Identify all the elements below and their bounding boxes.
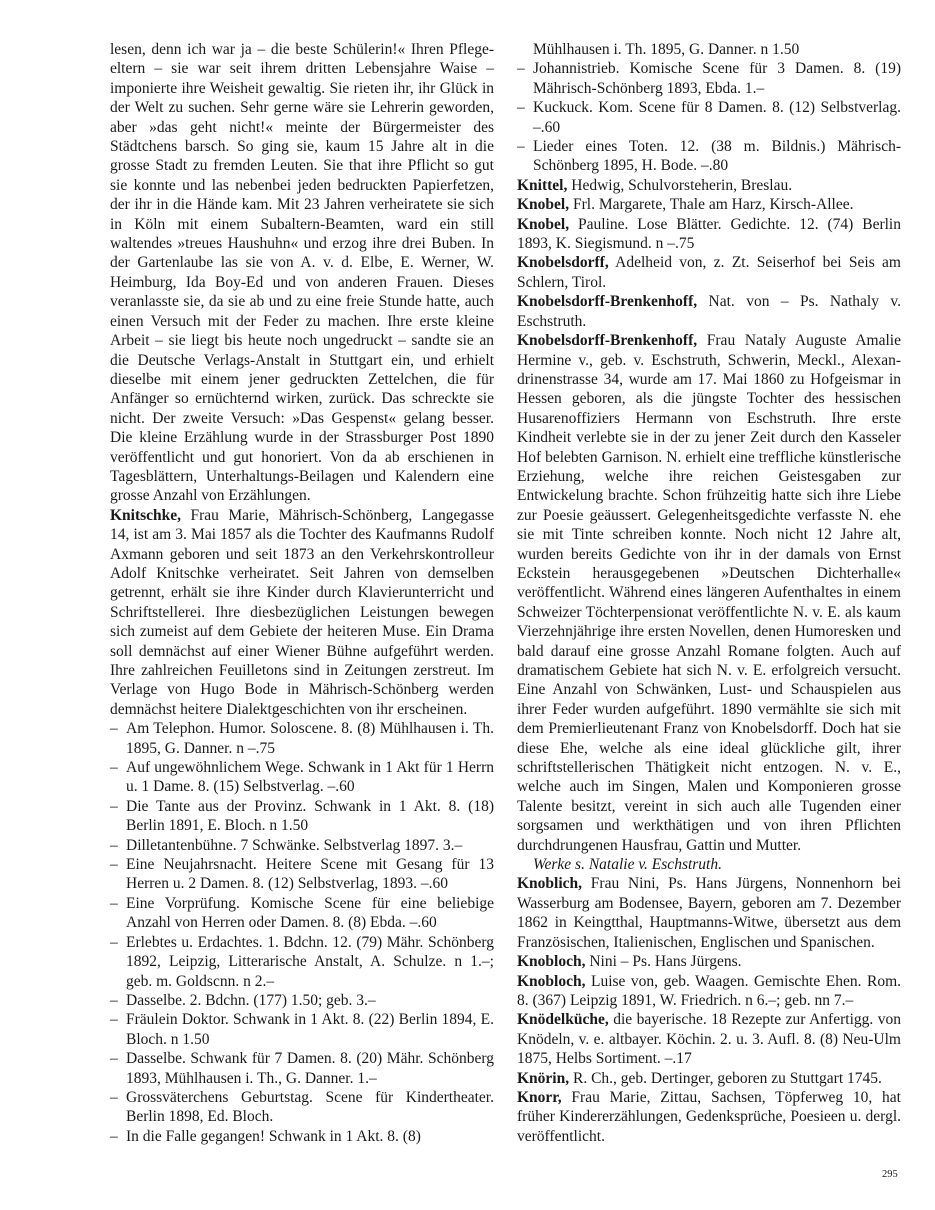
intro-paragraph: lesen, denn ich war ja – die beste Schülerin!« Ihren Pflegeeltern – sie war seit ihrem dritten Lebensjahre Waise – imponierte ihre Weisheit gewaltig. Sie rieten ihr, ihr Glück in der Welt zu suchen. Sehr gerne wäre sie Lehrerin geworden, aber »das geht nicht!« meinte der Bürgermeister des Städtchens barsch. So ging sie, kaum 15 Jahre alt in die grosse Stadt zu fremden Leuten. Sie that ihre Pflicht so gut sie konnte und las nebenbei jeden bedruckten Papierfetzen, der ihr in die Hände kam. Mit 23 Jahren verheiratete sie sich in Köln mit einem Subaltern-Beamten, ward ein still waltendes »treues Haushuhn« und erzog ihre drei Buben. In der Gartenlaube las sie von A. v. d. Elbe, E. Werner, W. Heimburg, Ida Boy-Ed und von anderen Frauen. Dieses veranlasste sie, da sie ab und zu eine freie Stunde hatte, auch einen Versuch mit der Feder zu machen. Ihre erste kleine Arbeit – sie liegt bis heute noch ungedruckt – sandte sie an die Deutsche Verlags-Anstalt in Stuttgart ein, und erhielt dieselbe mit einem jener gedruckten Zettelchen, die für Anfänger so ernüchternd wirken, zurück. Das schreckte sie nicht. Der zweite Versuch: »Das Gespenst« gelang besser. Die kleine Erzählung wurde in der Strassburger Post 1890 veröffentlicht und gut honoriert. Von da ab erschienen in Tagesblättern, Unterhaltungs-Beilagen und Kalendern eine grosse Anzahl von Erzählungen. [110,41,494,505]
entry-text: Hedwig, Schulvorsteherin, Breslau. [567,176,793,194]
work-text: Dasselbe. Schwank für 7 Damen. 8. (20) Mähr. Schönberg 1893, Mühlhausen i. Th., G. Danner. 1.– [126,1050,494,1087]
entry-headword: Knobelsdorff-Brenkenhoff, [517,293,698,311]
entry-headword: Knödelküche, [517,1011,609,1029]
entry-text: R. Ch., geb. Dertinger, geboren zu Stuttgart 1745. [569,1069,882,1087]
entry-headword: Knobloch, [517,953,586,971]
work-item: – Auf ungewöhnlichem Wege. Schwank in 1 Akt für 1 Herrn u. 1 Dame. 8. (15) Selbstverlag. –.60 [110,759,494,796]
work-item: – Lieder eines Toten. 12. (38 m. Bildnis.) Mährisch-Schönberg 1895, H. Bode. –.80 [517,138,901,175]
work-item: – Dilletantenbühne. 7 Schwänke. Selbstverlag 1897. 3.– [110,836,463,854]
work-text: Johannistrieb. Komische Scene für 3 Damen. 8. (19) Mährisch-Schönberg 1893, Ebda. 1.– [533,60,901,97]
work-item: – Grossväterchens Geburtstag. Scene für Kindertheater. Berlin 1898, Ed. Bloch. [110,1088,494,1126]
entry-text: Frau Nini, Ps. Hans Jürgens, Nonnenhorn bei Wasserburg am Bodensee, Bayern, geboren am 7. Dezember 1862 in Keingtthal, Hauptmanns-Witwe, übersetzt aus dem Französischen, Italienischen, Englischen und Spanischen. [517,875,901,951]
entry-headword: Knorr, [517,1088,562,1106]
work-item: – Dasselbe. 2. Bdchn. (177) 1.50; geb. 3.– [110,991,376,1009]
work-item: – Johannistrieb. Komische Scene für 3 Damen. 8. (19) Mährisch-Schönberg 1893, Ebda. 1.– [517,60,901,97]
entry-text: Nini – Ps. Hans Jürgens. [585,953,742,971]
work-item: – Dasselbe. Schwank für 7 Damen. 8. (20) Mähr. Schönberg 1893, Mühlhausen i. Th., G. Danner. 1.– [110,1050,494,1087]
work-item: – Kuckuck. Kom. Scene für 8 Damen. 8. (12) Selbstverlag. –.60 [517,99,901,136]
entry-text: Frau Marie, Zittau, Sachsen, Töpferweg 10, hat früher Kindererzählungen, Gedenksprüche, Poesieen u. dergl. veröffentlicht. [517,1088,901,1145]
entry-headword: Knitschke, [110,506,182,524]
right-column [517,40,901,1146]
entry [517,215,901,254]
work-item: – Am Telephon. Humor. Soloscene. 8. (8) Mühlhausen i. Th. 1895, G. Danner. n –.75 [110,720,494,757]
entry [517,253,901,292]
entry-headword: Knörin, [517,1069,570,1087]
work-item: – Erlebtes u. Erdachtes. 1. Bdchn. 12. (79) Mähr. Schönberg 1892, Leipzig, Litterarische Anstalt, A. Schulze. n 1.–; geb. m. Goldscnn. n 2.– [110,933,494,990]
entry-knitschke [110,506,494,719]
work-text: Am Telephon. Humor. Soloscene. 8. (8) Mühlhausen i. Th. 1895, G. Danner. n –.75 [126,720,494,757]
entry [517,195,901,214]
entry-text: Luise von, geb. Waagen. Gemischte Ehen. Rom. 8. (367) Leipzig 1891, W. Friedrich. n 6.–; geb. nn 7.– [517,972,901,1009]
page-number: 295 [882,1169,898,1180]
entry [517,952,901,971]
work-text: Dilletantenbühne. 7 Schwänke. Selbstverlag 1897. 3.– [126,836,463,854]
work-item: – Die Tante aus der Provinz. Schwank in 1 Akt. 8. (18) Berlin 1891, E. Bloch. n 1.50 [110,797,494,835]
entry-text: Frau Nataly Auguste Amalie Hermine v., geb. v. Eschstruth, Schwerin, Meckl., Alexandrinenstrasse 34, wurde am 17. Mai 1860 zu Hofgeismar in Hessen geboren, als die jüngste Tochter des hessischen Husarenoffiziers Hermann von Eschstruth. Ihre erste Kindheit verlebte sie in der zu jener Zeit durch den Kasseler Hof belebten Garnison. N. erhielt eine treffliche künstlerische Erziehung, welche ihre reichen Geistesgaben zur Entwickelung brachte. Schon frühzeitig hatte sich ihre Liebe zur Poesie geäussert. Gelegenheitsgedichte verfasste N. ehe sie mit Tinte schreiben konnte. Noch nicht 12 Jahre alt, wurden bereits Gedichte von ihr in der damals von Ernst Eckstein herausgegebenen »Deutschen Dichterhalle« veröffentlicht. Während eines längeren Aufenthaltes in einem Schweizer Töchterpensionat veröffentlichte N. v. E. als kaum Vierzehnjährige ihre ersten Novellen, denen Humoresken und bald darauf eine grosse Anzahl Romane folgten. Auch auf dramatischem Gebiete hat sich N. v. E. erfolgreich versucht. Eine Anzahl von Schwänken, Lust- und Schauspielen aus ihrer Feder wurden aufgeführt. 1890 vermählte sie sich mit dem Premierlieutenant Franz von Knobelsdorff. Doch hat sie diese Ehe, welche als eine ideal glückliche gilt, ihrer schriftstellerischen Thätigkeit nicht entzogen. N. v. E., welche auch im Singen, Malen und Komponieren grosse Talente besitzt, vereint in sich auch alle Tugenden einer sorgsamen und werkthätigen und von ihren Pflichten durchdrungenen Hausfrau, Gattin und Mutter. [517,332,901,854]
entry [517,176,901,195]
entry-headword: Knobel, [517,196,570,214]
work-text: Eine Neujahrsnacht. Heitere Scene mit Gesang für 13 Herren u. 2 Damen. 8. (12) Selbstverlag, 1893. –.60 [126,856,494,893]
work-text: In die Falle gegangen! Schwank in 1 Akt. 8. (8) [126,1127,421,1145]
work-continuation: Mühlhausen i. Th. 1895, G. Danner. n 1.50 [533,41,800,58]
work-item: – Eine Vorprüfung. Komische Scene für eine beliebige Anzahl von Herren oder Damen. 8. (8) Ebda. –.60 [110,894,494,932]
entry-headword: Knobelsdorff, [517,254,609,272]
work-text: Erlebtes u. Erdachtes. 1. Bdchn. 12. (79) Mähr. Schönberg 1892, Leipzig, Litterarische Anstalt, A. Schulze. n 1.–; geb. m. Goldscnn. n 2.– [126,933,494,990]
work-text: Die Tante aus der Provinz. Schwank in 1 Akt. 8. (18) Berlin 1891, E. Bloch. n 1.50 [126,797,494,835]
work-text: Fräulein Doktor. Schwank in 1 Akt. 8. (22) Berlin 1894, E. Bloch. n 1.50 [126,1011,494,1048]
entry-text: Adelheid von, z. Zt. Seiserhof bei Seis am Schlern, Tirol. [517,254,901,291]
entry [517,874,901,952]
entry [517,331,901,855]
entry-text: Frl. Margarete, Thale am Harz, Kirsch-Allee. [569,196,854,214]
entry-text: Frau Marie, Mährisch-Schönberg, Langegasse 14, ist am 3. Mai 1857 als die Tochter des Kaufmanns Rudolf Axmann geboren und seit 1873 an den Verkehrskontrolleur Adolf Knitschke verheiratet. Seit Jahren von demselben getrennt, erhält sie ihre Kinder durch Klavierunterricht und Schriftstellerei. Ihre diesbezüglichen Leistungen bewegen sich zumeist auf dem Gebiete der heiteren Muse. Ein Drama soll demnächst auf einer Wiener Bühne aufgeführt werden. Ihre zahlreichen Feuilletons sind in Zeitungen zerstreut. Im Verlage von Hugo Bode in Mährisch-Schönberg werden demnächst heitere Dialektgeschichten von ihr erscheinen. [110,506,494,718]
entry-headword: Knobelsdorff-Brenkenhoff, [517,332,698,350]
entry-headword: Knittel, [517,176,568,194]
entry-text: Nat. von – Ps. Nathaly v. Eschstruth. [517,293,901,330]
work-text: Eine Vorprüfung. Komische Scene für eine beliebige Anzahl von Herren oder Damen. 8. (8) Ebda. –.60 [126,894,494,932]
work-item: – Eine Neujahrsnacht. Heitere Scene mit Gesang für 13 Herren u. 2 Damen. 8. (12) Selbstverlag, 1893. –.60 [110,856,494,893]
work-text: Grossväterchens Geburtstag. Scene für Kindertheater. Berlin 1898, Ed. Bloch. [126,1088,494,1126]
work-text: Auf ungewöhnlichem Wege. Schwank in 1 Akt für 1 Herrn u. 1 Dame. 8. (15) Selbstverlag. –.60 [126,759,494,796]
entry-text: die bayerische. 18 Rezepte zur Anfertigg. von Knödeln, v. e. altbayer. Köchin. 2. u. 3. Aufl. 8. (8) Neu-Ulm 1875, Helbs Sortiment. –.17 [517,1011,901,1068]
work-text: Lieder eines Toten. 12. (38 m. Bildnis.) Mährisch-Schönberg 1895, H. Bode. –.80 [533,138,901,175]
entry [517,292,901,331]
entry-headword: Knobloch, [517,972,586,990]
entry-text: Pauline. Lose Blätter. Gedichte. 12. (74) Berlin 1893, K. Siegismund. n –.75 [517,215,901,253]
entry [517,1069,901,1088]
entry [517,972,901,1011]
work-text: Kuckuck. Kom. Scene für 8 Damen. 8. (12) Selbstverlag. –.60 [533,99,901,136]
work-item: – In die Falle gegangen! Schwank in 1 Akt. 8. (8) [110,1127,421,1145]
entry-headword: Knoblich, [517,875,583,893]
work-item: – Fräulein Doktor. Schwank in 1 Akt. 8. (22) Berlin 1894, E. Bloch. n 1.50 [110,1011,494,1048]
entry [517,1010,901,1068]
see-also: Werke s. Natalie v. Eschstruth. [533,856,722,874]
entry-headword: Knobel, [517,215,570,233]
work-text: Dasselbe. 2. Bdchn. (177) 1.50; geb. 3.– [126,991,376,1009]
left-column [110,40,494,1146]
entry [517,1088,901,1146]
